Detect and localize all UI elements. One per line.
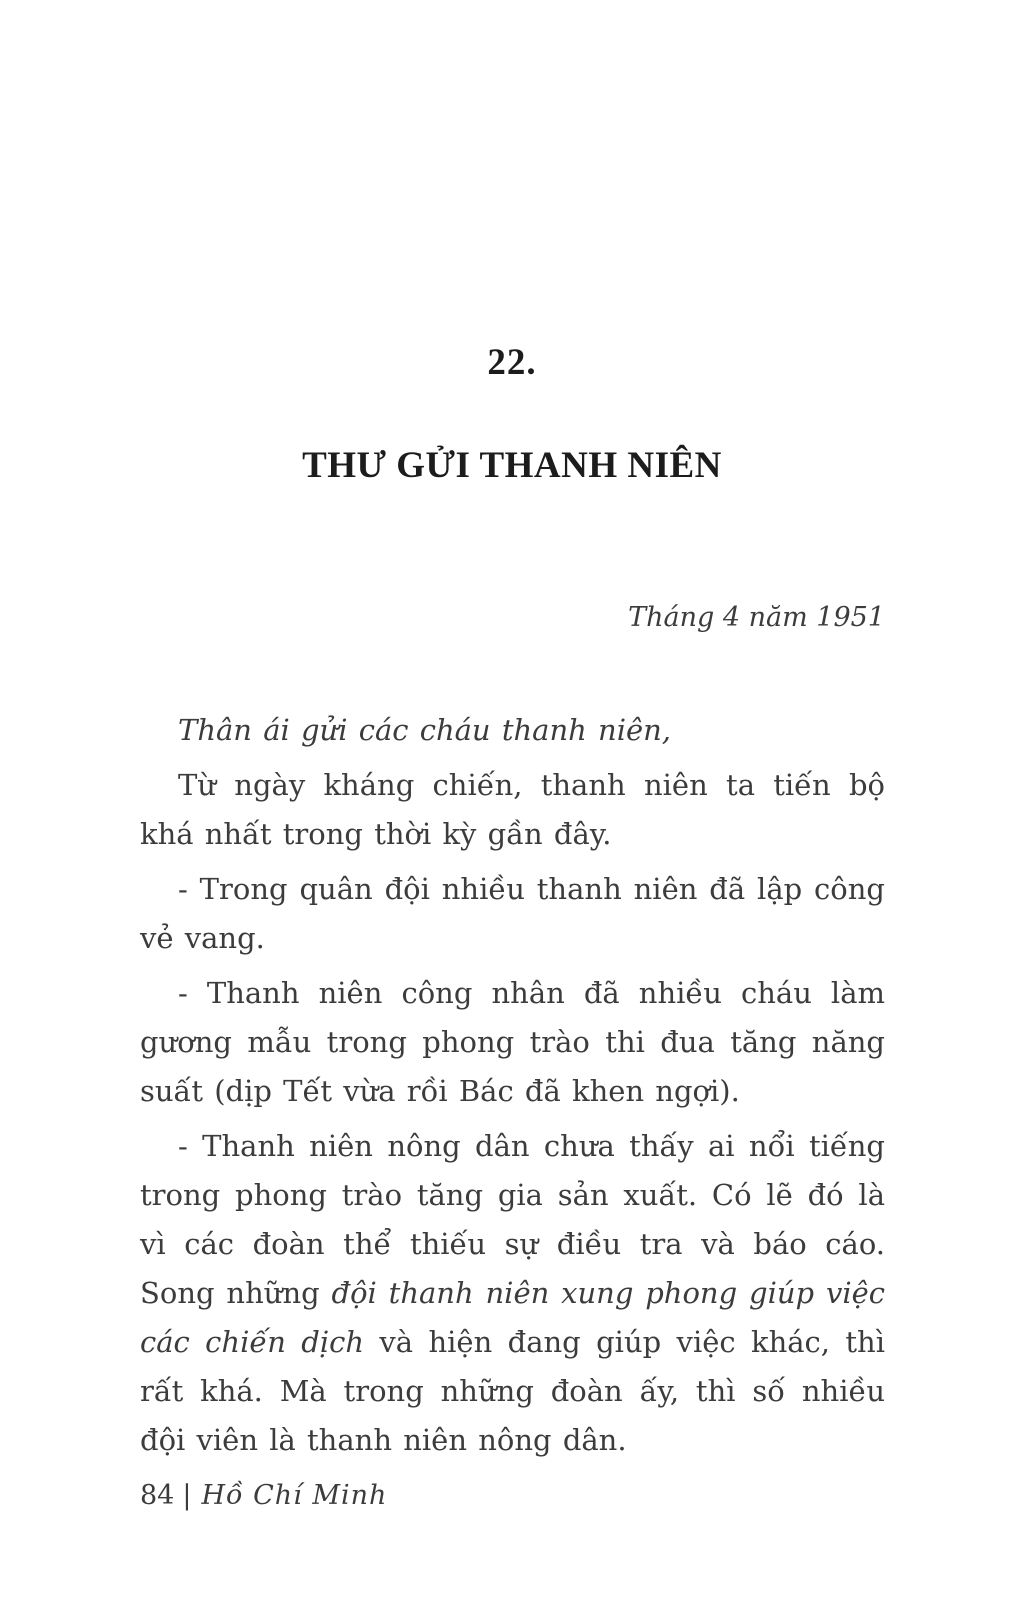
chapter-title: THƯ GỬI THANH NIÊN [302, 445, 722, 486]
paragraph-segment: Từ ngày kháng chiến, thanh niên ta tiến bộ khá nhất trong thời kỳ gần đây. [140, 768, 885, 851]
paragraph-italic-segment: Thân ái gửi các cháu thanh niên, [178, 713, 672, 747]
paragraph [140, 865, 885, 963]
footer-author: Hồ Chí Minh [201, 1480, 388, 1511]
paragraph [140, 1122, 885, 1465]
chapter-number: 22. [487, 342, 537, 383]
paragraph [140, 706, 885, 755]
paragraph-segment: và hiện đang giúp việc khác, thì rất khá. Mà trong những đoàn ấy, thì số nhiều đội viên là thanh niên nông dân. [140, 1325, 885, 1457]
footer-page-number: 84 [140, 1480, 175, 1511]
body-paragraphs [140, 706, 885, 1471]
paragraph [140, 969, 885, 1116]
paragraph-segment: - Thanh niên nông dân chưa thấy ai nổi tiếng trong phong trào tăng gia sản xuất. Có lẽ đó là vì các đoàn thể thiếu sự điều tra và báo cáo. Song những [140, 1129, 885, 1310]
paragraph [140, 761, 885, 859]
dateline: Tháng 4 năm 1951 [628, 602, 885, 633]
footer-separator: | [182, 1480, 192, 1511]
paragraph-italic-segment: đội thanh niên xung phong giúp việc các chiến dịch [140, 1276, 886, 1359]
page-footer [140, 1480, 387, 1511]
paragraph-segment: - Thanh niên công nhân đã nhiều cháu làm gương mẫu trong phong trào thi đua tăng năng suất (dịp Tết vừa rồi Bác đã khen ngợi). [140, 976, 885, 1108]
paragraph-segment: - Trong quân đội nhiều thanh niên đã lập công vẻ vang. [140, 872, 885, 955]
